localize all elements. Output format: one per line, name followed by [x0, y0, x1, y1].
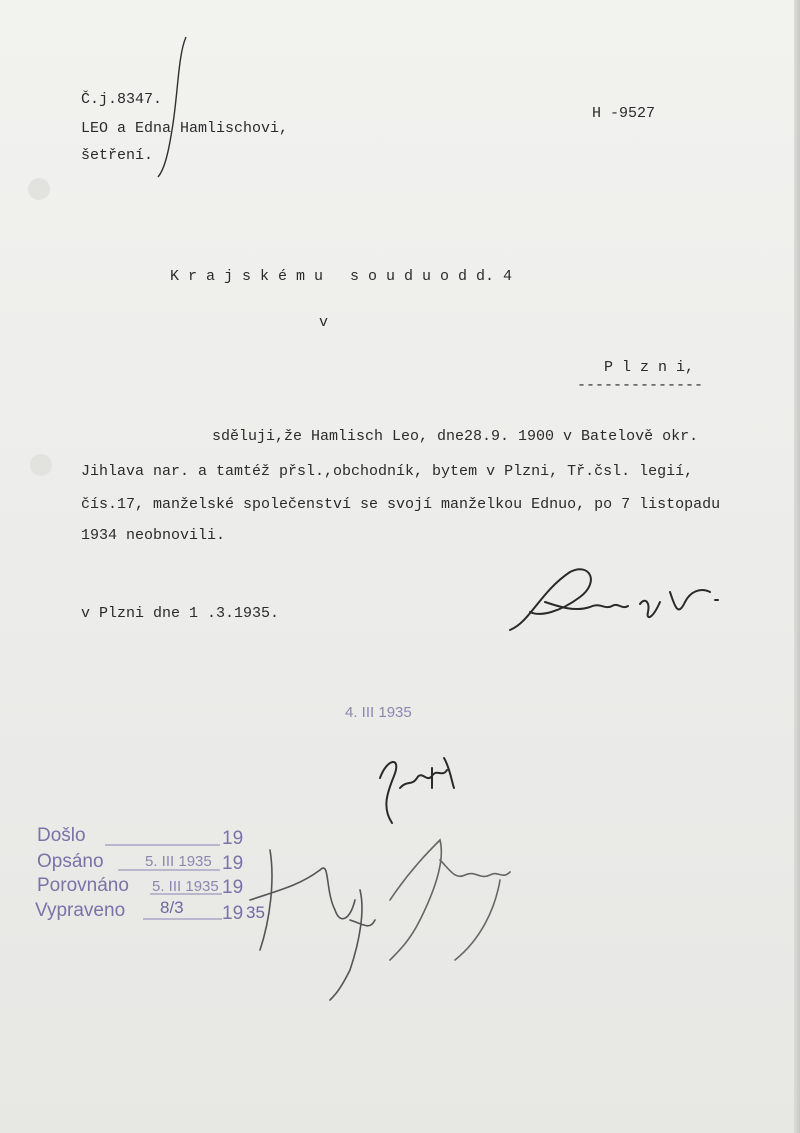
stamp-row-doslo-year: 19	[222, 828, 244, 849]
address-underline: --------------	[577, 377, 704, 394]
dateline: v Plzni dne 1 .3.1935.	[81, 605, 280, 622]
lower-signatures	[240, 830, 530, 1010]
received-date-stamp: 4. III 1935	[345, 704, 412, 721]
stamp-row-opsano-label: Opsáno	[37, 851, 104, 872]
file-number: H -9527	[592, 105, 656, 122]
stamp-opsano-entry: 5. III 1935	[145, 853, 212, 870]
reference-number: Č.j.8347.	[81, 91, 163, 108]
subject-line-2: šetření.	[81, 147, 154, 164]
stamp-row-opsano-year: 19	[222, 853, 244, 874]
body-line-2: Jihlava nar. a tamtéž přsl.,obchodník, bytem v Plzni, Tř.čsl. legií,	[81, 463, 694, 480]
body-line-1: sděluji,že Hamlisch Leo, dne28.9. 1900 v Batelově okr.	[212, 428, 699, 445]
address-in: v	[319, 314, 329, 331]
address-city: P l z n i,	[604, 359, 695, 376]
address-court: K r a j s k é m u s o u d u o d d. 4	[170, 268, 513, 285]
stamp-vypraveno-entry: 8/3	[160, 898, 184, 917]
body-line-3: čís.17, manželské společenství se svojí manželkou Ednuo, po 7 listopadu	[81, 496, 721, 513]
stamp-handwritten-year: 35	[246, 903, 265, 922]
subject-line-1: LEO a Edna Hamlischovi,	[81, 120, 289, 137]
stamp-row-porovnano-year: 19	[222, 877, 244, 898]
stamp-row-vypraveno-label: Vypraveno	[35, 900, 126, 921]
stamp-row-doslo-label: Došlo	[37, 825, 86, 846]
body-line-4: 1934 neobnovili.	[81, 527, 226, 544]
stamp-row-porovnano-label: Porovnáno	[37, 875, 129, 896]
stamp-row-vypraveno-year: 19	[222, 903, 244, 924]
stamp-porovnano-entry: 5. III 1935	[152, 878, 219, 895]
